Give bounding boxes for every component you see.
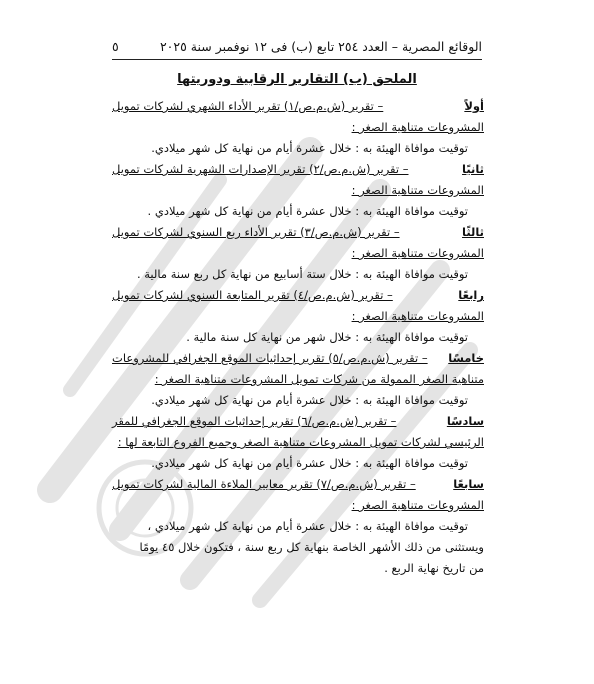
header-divider <box>112 59 482 60</box>
report-title-cont: المشروعات متناهية الصغر : <box>351 120 484 134</box>
section-ordinal: ثالثًا <box>462 225 484 239</box>
report-title-cont: المشروعات متناهية الصغر : <box>351 309 484 323</box>
submission-timing: توقيت موافاة الهيئة به : خلال عشرة أيام من نهاية كل شهر ميلادي ، <box>147 519 468 533</box>
section-ordinal: أولاً <box>464 99 484 113</box>
report-title-cont: المشروعات متناهية الصغر : <box>351 183 484 197</box>
running-header <box>112 36 482 56</box>
submission-timing: توقيت موافاة الهيئة به : خلال شهر من نهاية كل سنة مالية . <box>186 330 468 344</box>
report-title: – تقرير (ش.م.ص/٧) تقرير معايير الملاءة المالية لشركات تمويل <box>112 477 416 491</box>
report-title-line <box>112 348 484 369</box>
report-section <box>112 474 484 537</box>
report-title: – تقرير (ش.م.ص/١) تقرير الأداء الشهري لشركات تمويل <box>112 99 384 113</box>
report-title-line <box>112 222 484 243</box>
submission-timing: توقيت موافاة الهيئة به : خلال عشرة أيام من نهاية كل شهر ميلادي. <box>151 456 468 470</box>
report-title-line <box>112 159 484 180</box>
report-title-cont: متناهية الصغر الممولة من شركات تمويل المشروعات متناهية الصغر : <box>154 372 484 386</box>
report-section <box>112 285 484 348</box>
report-title: – تقرير (ش.م.ص/٤) تقرير المتابعة السنوي لشركات تمويل <box>112 288 393 302</box>
report-title: – تقرير (ش.م.ص/٢) تقرير الإصدارات الشهرية لشركات تمويل <box>112 162 409 176</box>
report-title-cont: الرئيسي لشركات تمويل المشروعات متناهية الصغر وجميع الفروع التابعة لها : <box>117 435 484 449</box>
submission-timing: توقيت موافاة الهيئة به : خلال عشرة أيام من نهاية كل شهر ميلادي. <box>151 141 468 155</box>
report-title-line <box>112 285 484 306</box>
reports-list <box>112 96 484 579</box>
section-ordinal: سادسًا <box>446 414 484 428</box>
report-title-cont: المشروعات متناهية الصغر : <box>351 498 484 512</box>
section-ordinal: سابعًا <box>453 477 484 491</box>
header-publication: الوقائع المصرية – العدد ٢٥٤ تابع (ب) فى ١٢ نوفمبر سنة ٢٠٢٥ <box>159 38 482 54</box>
report-title-cont: المشروعات متناهية الصغر : <box>351 246 484 260</box>
report-section <box>112 222 484 285</box>
report-title-line <box>112 474 484 495</box>
section-ordinal: ثانيًا <box>462 162 484 176</box>
submission-timing: توقيت موافاة الهيئة به : خلال عشرة أيام من نهاية كل شهر ميلادي. <box>151 393 468 407</box>
appendix-title: الملحق (ب) التقارير الرقابية ودوريتها <box>177 72 417 87</box>
report-title-line <box>112 96 484 117</box>
section-ordinal: خامسًا <box>448 351 484 365</box>
report-section <box>112 159 484 222</box>
closing-text: من تاريخ نهاية الربع . <box>384 561 484 575</box>
report-section <box>112 348 484 411</box>
report-title-line <box>112 411 484 432</box>
report-title: – تقرير (ش.م.ص/٣) تقرير الأداء ربع السنوي لشركات تمويل <box>112 225 400 239</box>
report-title: – تقرير (ش.م.ص/٦) تقرير إحداثيات الموقع الجغرافي للمقر <box>112 414 397 428</box>
submission-timing: توقيت موافاة الهيئة به : خلال عشرة أيام من نهاية كل شهر ميلادي . <box>147 204 468 218</box>
header-page-number: ٥ <box>112 38 119 54</box>
section-ordinal: رابعًا <box>458 288 484 302</box>
submission-timing: توقيت موافاة الهيئة به : خلال ستة أسابيع من نهاية كل ربع سنة مالية . <box>136 267 468 281</box>
closing-text: ويستثنى من ذلك الأشهر الخاصة بنهاية كل ربع سنة ، فتكون خلال ٤٥ يومًا <box>139 540 484 554</box>
report-section <box>112 411 484 474</box>
report-title: – تقرير (ش.م.ص/٥) تقرير إحداثيات الموقع الجغرافي للمشروعات <box>112 351 428 365</box>
report-section <box>112 96 484 159</box>
